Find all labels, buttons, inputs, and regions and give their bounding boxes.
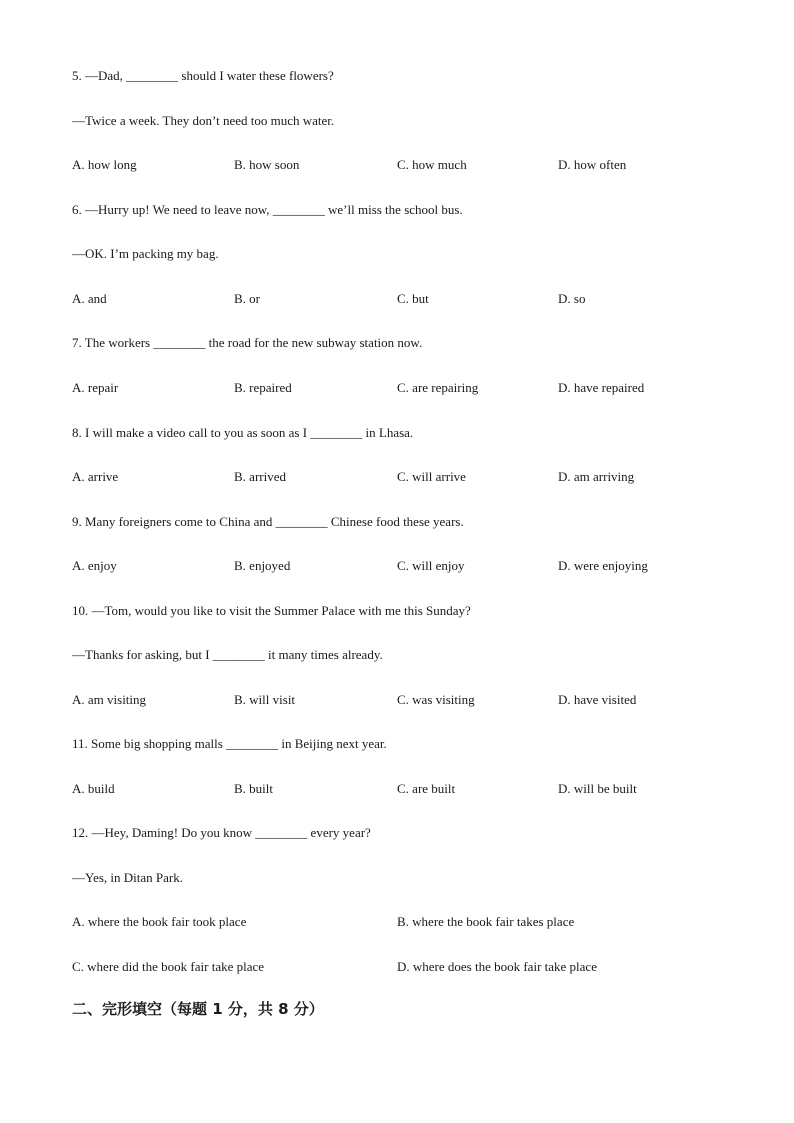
question-7-stem: 7. The workers ________ the road for the new subway station now. [72, 335, 423, 350]
option-d: D. have visited [558, 692, 637, 707]
question-5-stem: 5. —Dad, ________ should I water these flowers? [72, 68, 334, 83]
option-a: A. where the book fair took place [72, 914, 247, 929]
question-12-reply: —Yes, in Ditan Park. [72, 870, 183, 885]
option-b: B. built [234, 781, 274, 796]
option-a: A. repair [72, 380, 119, 395]
option-b: B. arrived [234, 469, 286, 484]
question-8-stem: 8. I will make a video call to you as soon as I ________ in Lhasa. [72, 425, 414, 440]
option-b: B. where the book fair takes place [397, 914, 575, 929]
option-d: D. were enjoying [558, 558, 648, 573]
section-heading: 二、完形填空（每题 1 分，共 8 分） [72, 1000, 324, 1018]
question-11-options [72, 781, 732, 797]
option-b: B. or [234, 291, 260, 306]
question-6-options [72, 291, 732, 307]
question-8-options [72, 469, 732, 485]
option-d: D. how often [558, 157, 627, 172]
option-d: D. so [558, 291, 586, 306]
option-d: D. am arriving [558, 469, 635, 484]
option-a: A. build [72, 781, 115, 796]
question-6-stem: 6. —Hurry up! We need to leave now, ________ we’ll miss the school bus. [72, 202, 463, 217]
option-c: C. will enjoy [397, 558, 465, 573]
question-5-options [72, 157, 732, 173]
option-d: D. where does the book fair take place [397, 959, 597, 974]
option-a: A. am visiting [72, 692, 147, 707]
option-c: C. where did the book fair take place [72, 959, 265, 974]
question-9-options [72, 558, 732, 574]
option-a: A. and [72, 291, 107, 306]
question-5-reply: —Twice a week. They don’t need too much water. [72, 113, 335, 128]
option-c: C. are repairing [397, 380, 479, 395]
option-c: C. but [397, 291, 429, 306]
question-10-reply: —Thanks for asking, but I ________ it many times already. [72, 647, 383, 662]
question-6-reply: —OK. I’m packing my bag. [72, 246, 219, 261]
option-b: B. how soon [234, 157, 300, 172]
option-b: B. repaired [234, 380, 292, 395]
option-c: C. how much [397, 157, 467, 172]
option-c: C. will arrive [397, 469, 466, 484]
option-d: D. have repaired [558, 380, 645, 395]
option-a: A. arrive [72, 469, 119, 484]
question-10-stem: 10. —Tom, would you like to visit the Summer Palace with me this Sunday? [72, 603, 471, 618]
option-a: A. how long [72, 157, 137, 172]
option-b: B. will visit [234, 692, 296, 707]
question-7-options [72, 380, 732, 396]
question-12-options-row-1 [72, 914, 732, 930]
option-c: C. was visiting [397, 692, 475, 707]
question-10-options [72, 692, 732, 708]
option-d: D. will be built [558, 781, 637, 796]
question-12-stem: 12. —Hey, Daming! Do you know ________ every year? [72, 825, 371, 840]
option-b: B. enjoyed [234, 558, 291, 573]
question-11-stem: 11. Some big shopping malls ________ in Beijing next year. [72, 736, 387, 751]
option-c: C. are built [397, 781, 456, 796]
question-9-stem: 9. Many foreigners come to China and ________ Chinese food these years. [72, 514, 464, 529]
option-a: A. enjoy [72, 558, 117, 573]
question-12-options-row-2 [72, 959, 732, 975]
